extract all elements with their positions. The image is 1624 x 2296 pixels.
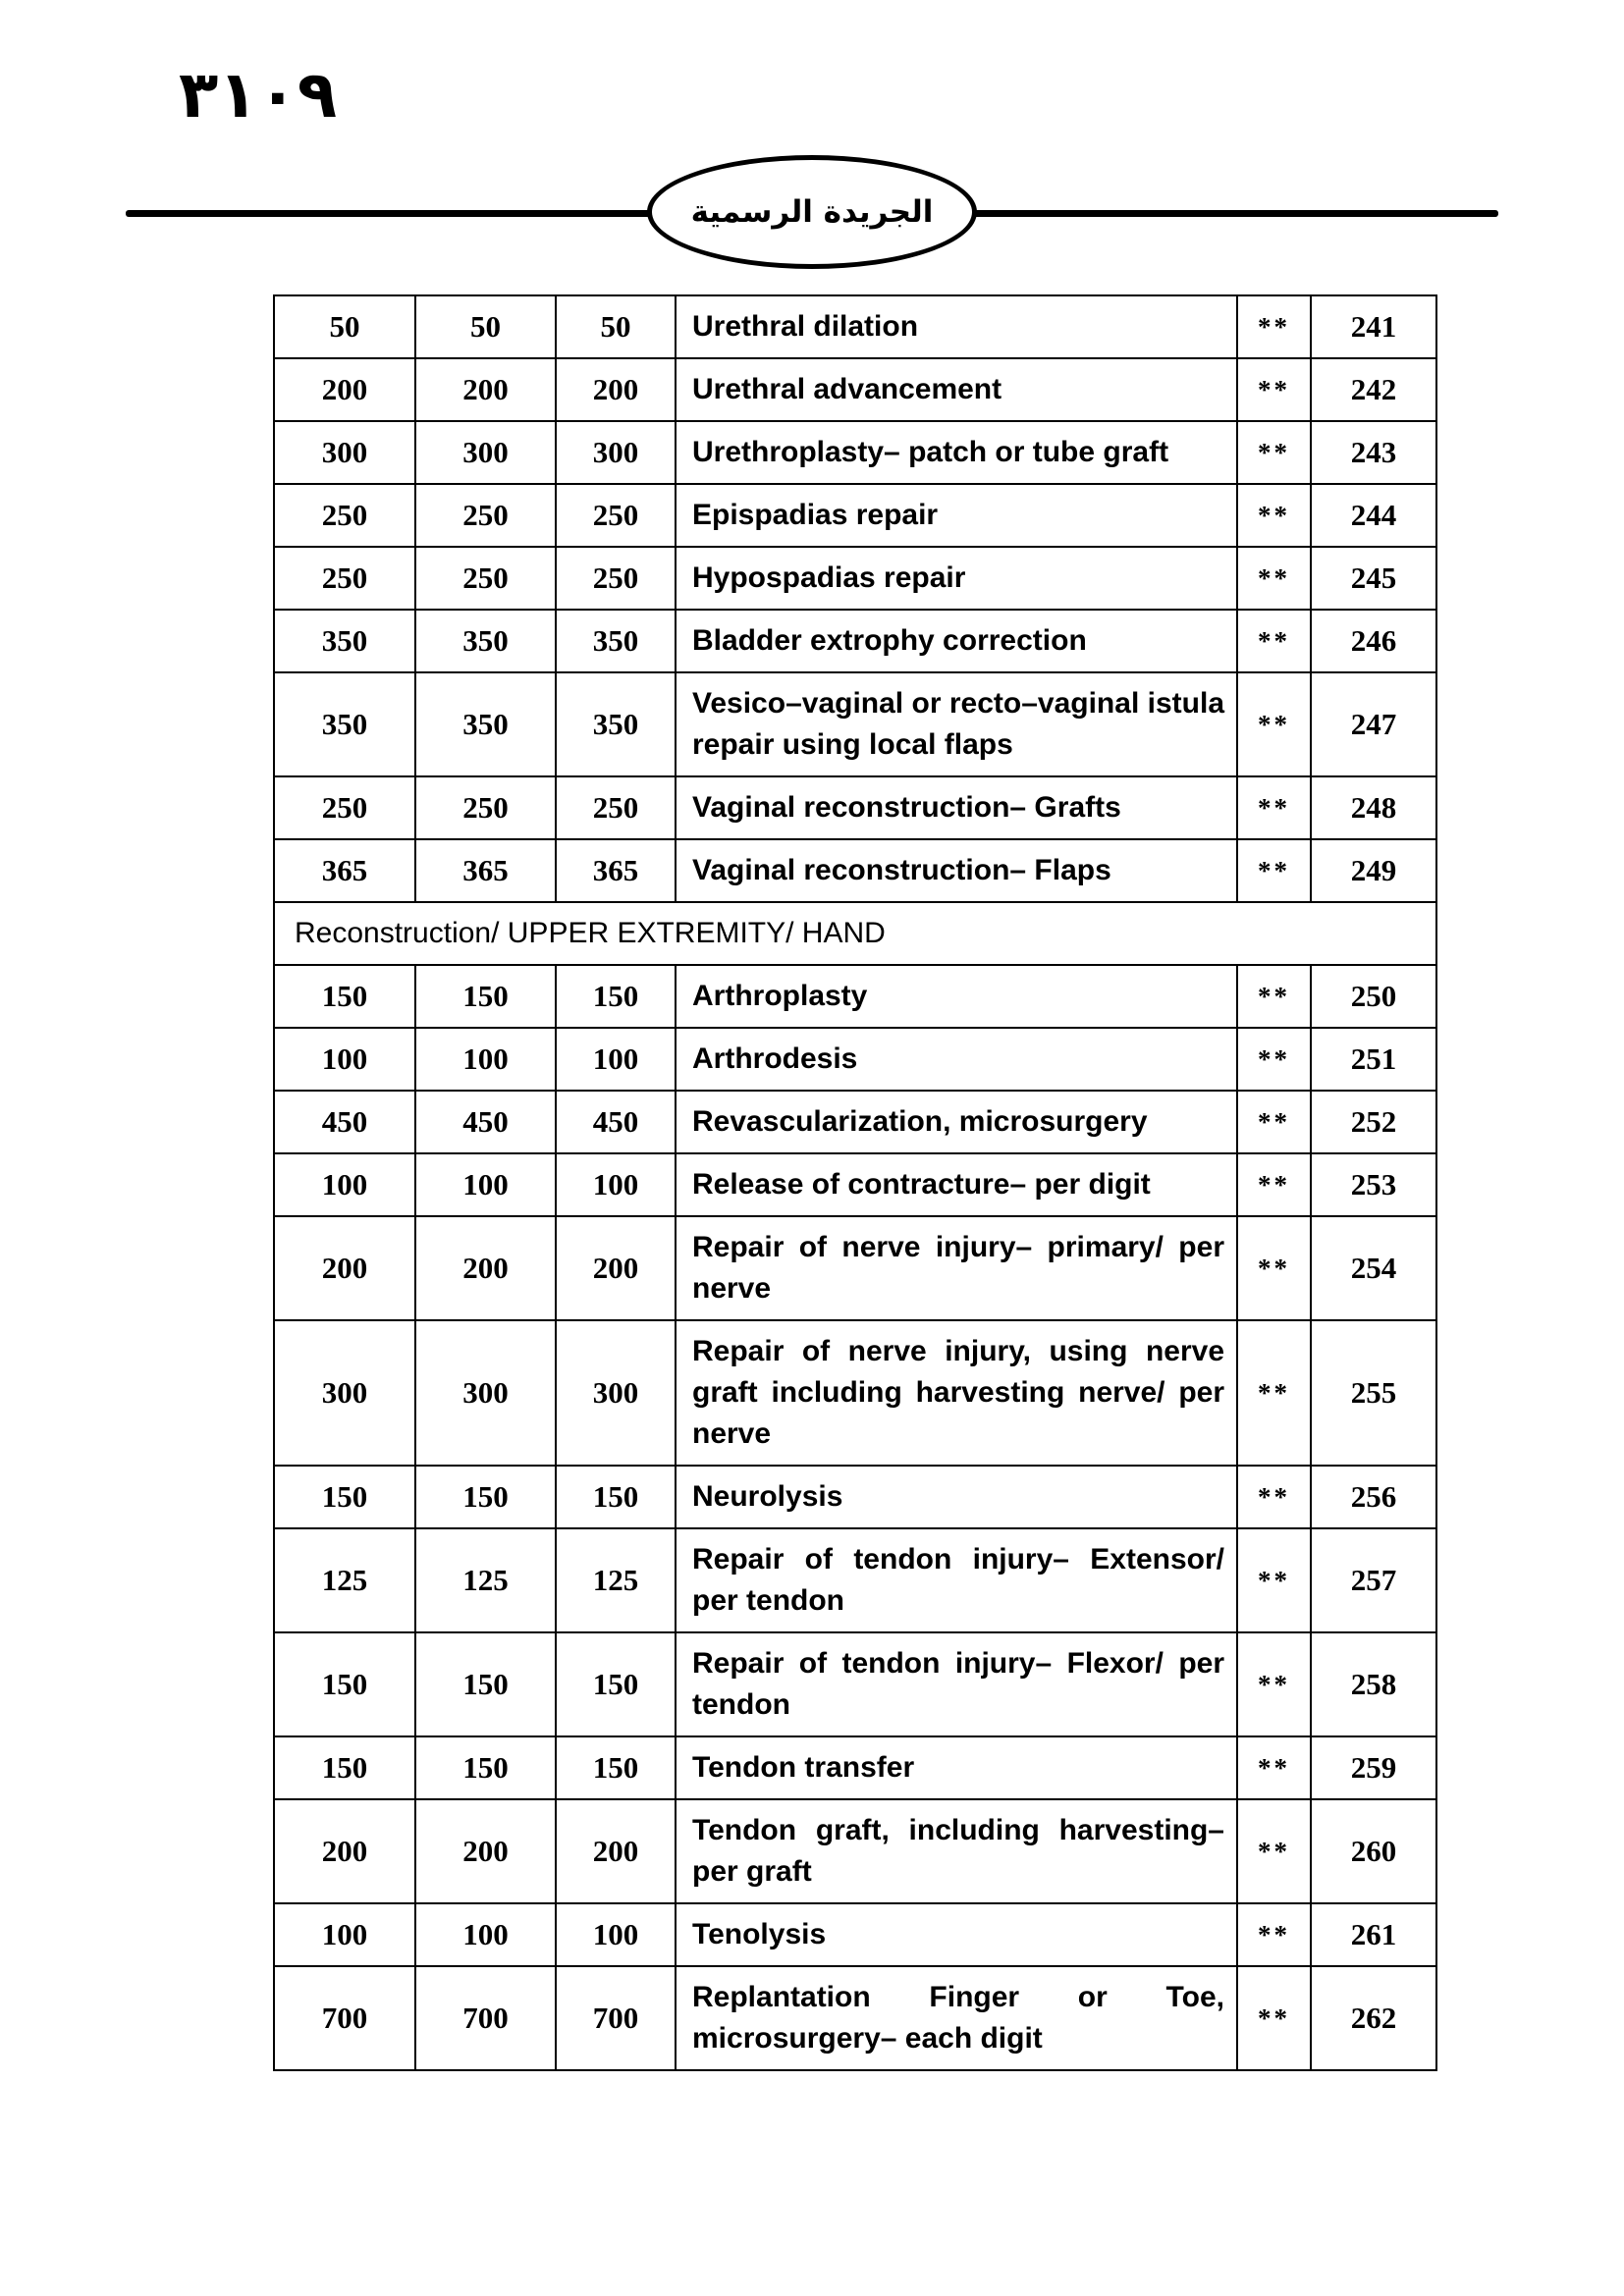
table-row <box>274 547 1436 610</box>
row-number: 247 <box>1311 672 1436 776</box>
row-number: 243 <box>1311 421 1436 484</box>
price-cell: 150 <box>556 1466 676 1528</box>
section-row <box>274 902 1436 965</box>
price-cell: 200 <box>556 1216 676 1320</box>
page-number: ٣١٠٩ <box>179 57 338 133</box>
table-row <box>274 1216 1436 1320</box>
asterisk-mark: ** <box>1237 1799 1311 1903</box>
gazette-banner-title: الجريدة الرسمية <box>690 194 934 230</box>
price-cell: 350 <box>415 610 556 672</box>
procedure-description: Tenolysis <box>676 1903 1237 1966</box>
price-cell: 200 <box>556 1799 676 1903</box>
price-cell: 200 <box>415 1799 556 1903</box>
price-cell: 250 <box>556 547 676 610</box>
price-cell: 300 <box>415 1320 556 1466</box>
procedure-description: Neurolysis <box>676 1466 1237 1528</box>
price-cell: 250 <box>415 484 556 547</box>
row-number: 250 <box>1311 965 1436 1028</box>
procedure-description: Tendon graft, including harvesting– per graft <box>676 1799 1237 1903</box>
row-number: 255 <box>1311 1320 1436 1466</box>
asterisk-mark: ** <box>1237 1736 1311 1799</box>
asterisk-mark: ** <box>1237 1966 1311 2070</box>
procedure-description: Urethral advancement <box>676 358 1237 421</box>
price-cell: 100 <box>556 1153 676 1216</box>
row-number: 242 <box>1311 358 1436 421</box>
price-cell: 365 <box>415 839 556 902</box>
table-row <box>274 1632 1436 1736</box>
row-number: 245 <box>1311 547 1436 610</box>
table-row <box>274 1091 1436 1153</box>
price-cell: 125 <box>415 1528 556 1632</box>
row-number: 244 <box>1311 484 1436 547</box>
price-cell: 250 <box>415 547 556 610</box>
price-cell: 250 <box>556 776 676 839</box>
price-cell: 150 <box>556 965 676 1028</box>
row-number: 260 <box>1311 1799 1436 1903</box>
table-row <box>274 358 1436 421</box>
row-number: 253 <box>1311 1153 1436 1216</box>
price-cell: 450 <box>274 1091 415 1153</box>
price-cell: 300 <box>556 421 676 484</box>
price-cell: 200 <box>415 358 556 421</box>
asterisk-mark: ** <box>1237 610 1311 672</box>
price-cell: 200 <box>274 358 415 421</box>
price-cell: 300 <box>274 1320 415 1466</box>
procedure-description: Bladder extrophy correction <box>676 610 1237 672</box>
price-cell: 100 <box>556 1903 676 1966</box>
price-cell: 200 <box>556 358 676 421</box>
procedure-description: Repair of nerve injury, using nerve graft including harvesting nerve/ per nerve <box>676 1320 1237 1466</box>
price-cell: 150 <box>274 965 415 1028</box>
asterisk-mark: ** <box>1237 358 1311 421</box>
procedure-description: Vaginal reconstruction– Flaps <box>676 839 1237 902</box>
row-number: 262 <box>1311 1966 1436 2070</box>
table-row <box>274 776 1436 839</box>
price-cell: 50 <box>274 295 415 358</box>
price-cell: 300 <box>415 421 556 484</box>
price-cell: 100 <box>415 1153 556 1216</box>
asterisk-mark: ** <box>1237 1320 1311 1466</box>
procedure-description: Repair of nerve injury– primary/ per nerve <box>676 1216 1237 1320</box>
row-number: 258 <box>1311 1632 1436 1736</box>
price-cell: 150 <box>274 1736 415 1799</box>
procedure-description: Urethral dilation <box>676 295 1237 358</box>
price-cell: 100 <box>274 1153 415 1216</box>
asterisk-mark: ** <box>1237 1466 1311 1528</box>
price-cell: 250 <box>274 484 415 547</box>
procedure-description: Vaginal reconstruction– Grafts <box>676 776 1237 839</box>
table-row <box>274 1528 1436 1632</box>
procedure-description: Tendon transfer <box>676 1736 1237 1799</box>
procedure-description: Arthroplasty <box>676 965 1237 1028</box>
table-row <box>274 295 1436 358</box>
price-cell: 350 <box>556 672 676 776</box>
procedure-description: Release of contracture– per digit <box>676 1153 1237 1216</box>
asterisk-mark: ** <box>1237 965 1311 1028</box>
asterisk-mark: ** <box>1237 1153 1311 1216</box>
fee-table <box>273 294 1437 2071</box>
table-row <box>274 1320 1436 1466</box>
row-number: 259 <box>1311 1736 1436 1799</box>
row-number: 249 <box>1311 839 1436 902</box>
asterisk-mark: ** <box>1237 484 1311 547</box>
asterisk-mark: ** <box>1237 672 1311 776</box>
price-cell: 100 <box>274 1028 415 1091</box>
asterisk-mark: ** <box>1237 776 1311 839</box>
row-number: 261 <box>1311 1903 1436 1966</box>
table-row <box>274 1903 1436 1966</box>
table-row <box>274 1966 1436 2070</box>
asterisk-mark: ** <box>1237 295 1311 358</box>
price-cell: 250 <box>415 776 556 839</box>
procedure-description: Hypospadias repair <box>676 547 1237 610</box>
procedure-description: Urethroplasty– patch or tube graft <box>676 421 1237 484</box>
row-number: 257 <box>1311 1528 1436 1632</box>
row-number: 254 <box>1311 1216 1436 1320</box>
table-row <box>274 672 1436 776</box>
price-cell: 150 <box>415 1466 556 1528</box>
row-number: 248 <box>1311 776 1436 839</box>
price-cell: 100 <box>556 1028 676 1091</box>
section-label: Reconstruction/ UPPER EXTREMITY/ HAND <box>274 902 1436 965</box>
price-cell: 100 <box>274 1903 415 1966</box>
table-row <box>274 484 1436 547</box>
price-cell: 150 <box>415 1632 556 1736</box>
price-cell: 250 <box>274 547 415 610</box>
asterisk-mark: ** <box>1237 1091 1311 1153</box>
price-cell: 125 <box>274 1528 415 1632</box>
price-cell: 350 <box>274 610 415 672</box>
price-cell: 200 <box>274 1216 415 1320</box>
gazette-banner-ellipse <box>647 155 977 269</box>
table-row <box>274 421 1436 484</box>
price-cell: 250 <box>274 776 415 839</box>
procedure-description: Replantation Finger or Toe, microsurgery– each digit <box>676 1966 1237 2070</box>
procedure-description: Revascularization, microsurgery <box>676 1091 1237 1153</box>
procedure-description: Vesico–vaginal or recto–vaginal istula repair using local flaps <box>676 672 1237 776</box>
table-row <box>274 1153 1436 1216</box>
asterisk-mark: ** <box>1237 1632 1311 1736</box>
price-cell: 150 <box>415 965 556 1028</box>
asterisk-mark: ** <box>1237 1528 1311 1632</box>
table-row <box>274 965 1436 1028</box>
price-cell: 100 <box>415 1028 556 1091</box>
price-cell: 700 <box>556 1966 676 2070</box>
price-cell: 450 <box>556 1091 676 1153</box>
row-number: 252 <box>1311 1091 1436 1153</box>
asterisk-mark: ** <box>1237 839 1311 902</box>
procedure-description: Repair of tendon injury– Extensor/ per tendon <box>676 1528 1237 1632</box>
table-row <box>274 1466 1436 1528</box>
price-cell: 365 <box>274 839 415 902</box>
price-cell: 150 <box>274 1632 415 1736</box>
table-row <box>274 1736 1436 1799</box>
table-row <box>274 1799 1436 1903</box>
fee-table-body <box>274 295 1436 2070</box>
asterisk-mark: ** <box>1237 547 1311 610</box>
price-cell: 450 <box>415 1091 556 1153</box>
price-cell: 200 <box>415 1216 556 1320</box>
price-cell: 50 <box>415 295 556 358</box>
procedure-description: Repair of tendon injury– Flexor/ per tendon <box>676 1632 1237 1736</box>
price-cell: 700 <box>274 1966 415 2070</box>
price-cell: 250 <box>556 484 676 547</box>
asterisk-mark: ** <box>1237 1216 1311 1320</box>
table-row <box>274 839 1436 902</box>
row-number: 256 <box>1311 1466 1436 1528</box>
table-row <box>274 1028 1436 1091</box>
row-number: 246 <box>1311 610 1436 672</box>
price-cell: 300 <box>274 421 415 484</box>
table-row <box>274 610 1436 672</box>
price-cell: 700 <box>415 1966 556 2070</box>
asterisk-mark: ** <box>1237 1903 1311 1966</box>
procedure-description: Epispadias repair <box>676 484 1237 547</box>
price-cell: 150 <box>556 1736 676 1799</box>
price-cell: 350 <box>415 672 556 776</box>
price-cell: 350 <box>274 672 415 776</box>
procedure-description: Arthrodesis <box>676 1028 1237 1091</box>
price-cell: 365 <box>556 839 676 902</box>
price-cell: 50 <box>556 295 676 358</box>
asterisk-mark: ** <box>1237 421 1311 484</box>
price-cell: 300 <box>556 1320 676 1466</box>
price-cell: 100 <box>415 1903 556 1966</box>
asterisk-mark: ** <box>1237 1028 1311 1091</box>
price-cell: 200 <box>274 1799 415 1903</box>
price-cell: 150 <box>274 1466 415 1528</box>
price-cell: 125 <box>556 1528 676 1632</box>
price-cell: 150 <box>415 1736 556 1799</box>
price-cell: 150 <box>556 1632 676 1736</box>
row-number: 251 <box>1311 1028 1436 1091</box>
row-number: 241 <box>1311 295 1436 358</box>
price-cell: 350 <box>556 610 676 672</box>
